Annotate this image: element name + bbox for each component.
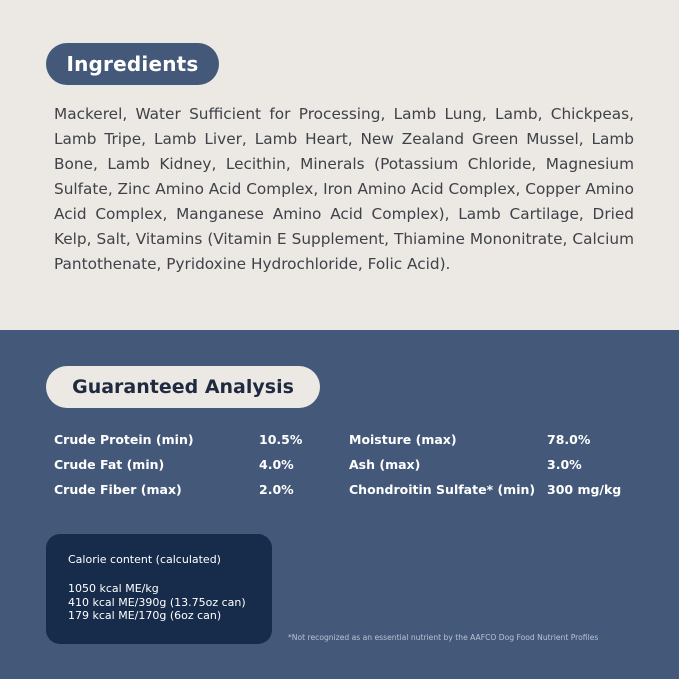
calorie-content-box [46,534,272,644]
ingredients-list-text: Mackerel, Water Sufficient for Processing, Lamb Lung, Lamb, Chickpeas, Lamb Tripe, Lamb Liver, Lamb Heart, New Zealand Green Mussel, Lamb Bone, Lamb Kidney, Lecithin, Minerals (Potassium Chloride, Magnesium Sulfate, Zinc Amino Acid Complex, Iron Amino Acid Complex, Copper Amino Acid Complex, Manganese Amino Acid Complex), Lamb Cartilage, Dried Kelp, Salt, Vitamins (Vitamin E Supplement, Thiamine Mononitrate, Calcium Pantothenate, Pyridoxine Hydrochloride, Folic Acid). [54,105,634,273]
calorie-title: Calorie content (calculated) [68,553,221,566]
guaranteed-analysis-heading [46,366,320,408]
analysis-label: Crude Fat (min) [54,457,165,472]
guaranteed-analysis-heading-label: Guaranteed Analysis [72,376,294,398]
analysis-value: 3.0% [547,457,582,472]
analysis-label: Chondroitin Sulfate* (min) [349,482,536,497]
ingredients-section [0,0,679,330]
analysis-value: 4.0% [259,457,294,472]
ingredients-heading-label: Ingredients [66,52,199,76]
guaranteed-analysis-table [54,430,654,505]
analysis-value: 2.0% [259,482,294,497]
calorie-line: 410 kcal ME/390g (13.75oz can) [68,595,246,609]
analysis-value: 78.0% [547,432,591,447]
analysis-value: 300 mg/kg [547,482,622,497]
analysis-label: Moisture (max) [349,432,457,447]
calorie-lines [68,582,246,623]
analysis-label: Crude Fiber (max) [54,482,182,497]
analysis-row [54,455,654,480]
analysis-label: Ash (max) [349,457,421,472]
calorie-line: 179 kcal ME/170g (6oz can) [68,609,222,622]
analysis-row [54,480,654,505]
analysis-label: Crude Protein (min) [54,432,194,447]
analysis-row [54,430,654,455]
ingredients-heading [46,43,219,85]
calorie-line: 1050 kcal ME/kg [68,582,159,595]
analysis-value: 10.5% [259,432,303,447]
footnote: *Not recognized as an essential nutrient by the AAFCO Dog Food Nutrient Profiles [288,633,599,642]
